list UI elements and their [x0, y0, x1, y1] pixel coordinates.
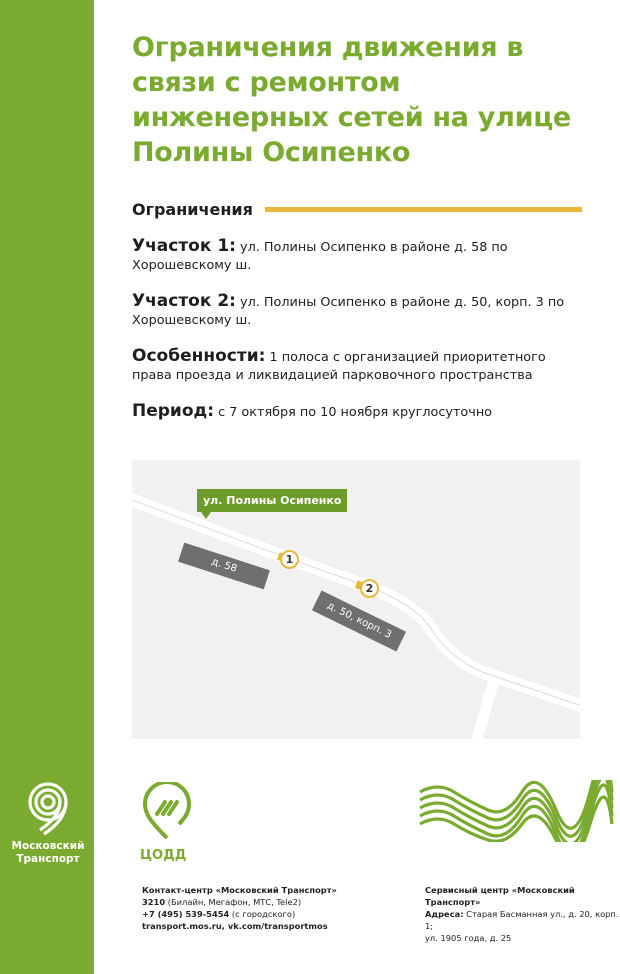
item-label: Особенности:: [132, 346, 266, 366]
decorative-wave-pattern: [418, 780, 614, 842]
short-number: 3210: [142, 897, 166, 907]
street-label: ул. Полины Осипенко: [197, 489, 347, 512]
page-title: Ограничения движения в связи с ремонтом инженерных сетей на улице Полины Осипенко: [132, 32, 571, 168]
address-text: Старая Басманная ул., д. 20, корп. 1;: [425, 909, 619, 931]
building-58: д. 58: [178, 543, 270, 590]
section-heading: [132, 200, 582, 219]
contact-center-info: [142, 884, 382, 932]
building-50-3: д. 50, корп. 3: [312, 591, 406, 652]
codd-logo-text: ЦОДД: [140, 848, 187, 863]
short-number-note: (Билайн, Мегафон, МТС, Tele2): [165, 897, 302, 907]
section-divider: [265, 207, 582, 212]
service-address: [425, 908, 620, 932]
item-text: с 7 октября по 10 ноября круглосуточно: [214, 405, 493, 420]
contact-line-short-number: [142, 896, 382, 908]
section-marker-1: 1: [280, 550, 299, 569]
item-label: Период:: [132, 401, 215, 421]
restriction-features: [132, 347, 582, 385]
street-map: [132, 460, 580, 739]
item-text: ул. Полины Осипенко в районе д. 50, корп. 3 по Хорошевскому ш.: [132, 295, 565, 328]
item-label: Участок 1:: [132, 236, 236, 256]
item-text: ул. Полины Осипенко в районе д. 58 по Хорошевскому ш.: [132, 240, 508, 273]
section-heading-text: Ограничения: [132, 200, 253, 219]
restriction-section-2: [132, 292, 582, 330]
service-center-info: [425, 884, 620, 944]
item-text: 1 полоса с организацией приоритетного права проезда и ликвидацией парковочного пространства: [132, 350, 546, 383]
mt-logo-line2: Транспорт: [16, 853, 80, 865]
service-address-2: ул. 1905 года, д. 25: [425, 933, 512, 943]
phone-number-note: (с городского): [229, 909, 296, 919]
phone-number: +7 (495) 539-5454: [142, 909, 230, 919]
restriction-period: [132, 402, 582, 422]
section-marker-2: 2: [360, 579, 379, 598]
contact-heading: Контакт-центр «Московский Транспорт»: [142, 885, 337, 895]
contact-line-phone: [142, 908, 382, 920]
contact-websites: transport.mos.ru, vk.com/transportmos: [142, 921, 328, 931]
brand-side-bar: [0, 0, 94, 974]
address-label: Адреса:: [425, 909, 464, 919]
moscow-transport-logo-icon: [22, 780, 74, 836]
item-label: Участок 2:: [132, 291, 236, 311]
moscow-transport-logo: [8, 780, 88, 866]
restriction-section-1: [132, 237, 582, 275]
mt-logo-line1: Московский: [11, 840, 85, 852]
service-heading: Сервисный центр «Московский Транспорт»: [425, 885, 575, 907]
codd-logo: [138, 782, 198, 863]
codd-logo-icon: [141, 782, 195, 842]
